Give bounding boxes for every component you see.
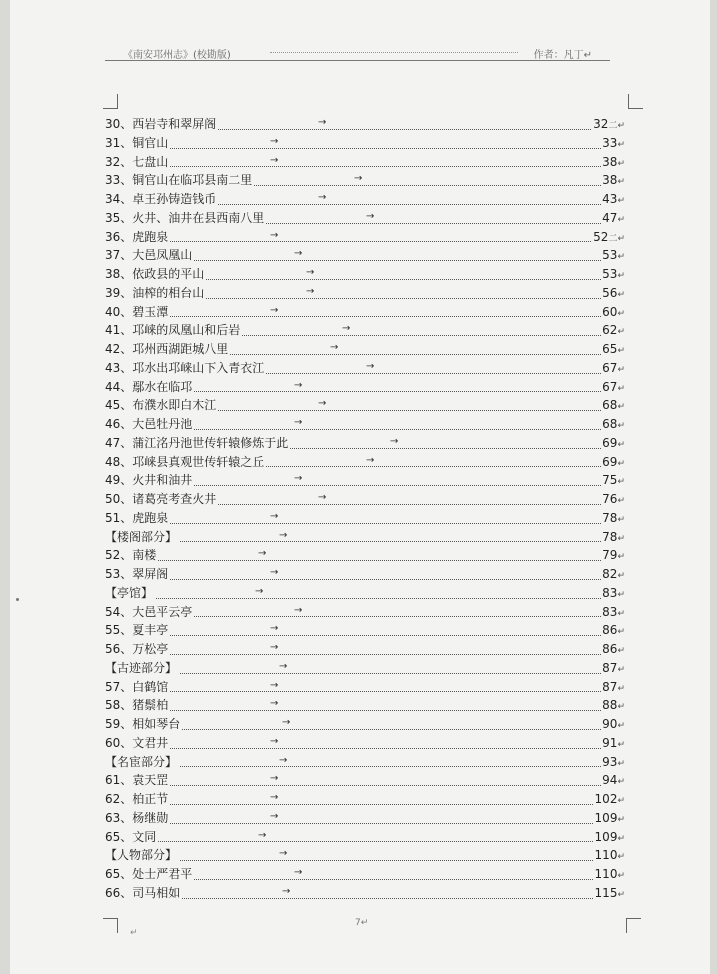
toc-dot-leader [111,523,611,524]
paragraph-mark: ↵ [617,664,625,675]
toc-page-number: 62 [602,323,618,338]
tab-arrow-icon: → [390,435,399,447]
toc-entry[interactable] [105,321,625,340]
toc-entry[interactable] [105,603,625,622]
toc-entry-page [592,115,625,136]
toc-entry-label: 65、处士严君平 [105,865,194,884]
toc-entry-label: 54、大邑平云亭 [105,603,194,622]
toc-entry[interactable] [105,640,625,659]
toc-dot-leader [111,823,611,824]
toc-dot-leader [111,635,611,636]
paragraph-mark: ↵ [617,758,625,769]
toc-dot-leader [111,654,611,655]
toc-entry[interactable] [105,246,625,265]
toc-entry-page [601,434,625,455]
paragraph-mark: ↵ [617,458,625,469]
toc-entry-label: 44、鄢水在临邛 [105,378,194,397]
toc-entry[interactable] [105,753,625,772]
toc-entry[interactable] [105,265,625,284]
toc-page-number: 87 [602,660,618,675]
toc-page-number: 115 [594,885,618,900]
toc-dot-leader [111,316,611,317]
toc-page-number: 109 [594,810,618,825]
toc-page-number: 67 [602,360,618,375]
paragraph-mark: ↵ [617,402,625,413]
toc-page-number: 53 [602,248,618,263]
toc-page-number: 52 [593,229,609,244]
toc-page-number: 67 [602,379,618,394]
toc-entry[interactable] [105,153,625,172]
toc-entry-page [601,284,625,305]
toc-dot-leader [111,241,611,242]
toc-entry-label: 52、南楼 [105,546,158,565]
toc-entry[interactable] [105,696,625,715]
toc-entry-label: 33、铜官山在临邛县南二里 [105,171,254,190]
toc-entry-label: 66、司马相如 [105,884,182,903]
toc-page-number: 91 [602,735,618,750]
toc-entry-page [594,846,625,867]
paragraph-mark: ↵ [617,852,625,863]
toc-entry-label: 31、铜官山 [105,134,170,153]
paragraph-mark: ↵ [617,552,625,563]
tab-arrow-icon: → [258,829,267,841]
paragraph-mark: ↵ [617,271,625,281]
toc-entry[interactable] [105,378,625,397]
tab-arrow-icon: → [318,117,327,128]
paragraph-mark: ↵ [617,608,625,619]
tab-arrow-icon: → [270,135,279,147]
toc-dot-leader [111,148,611,149]
paragraph-mark: ↵ [617,214,625,225]
toc-entry-page [601,490,625,511]
toc-entry[interactable] [105,678,625,697]
toc-page-number: 79 [602,548,618,563]
toc-page-number: 68 [602,417,618,431]
tab-arrow-icon: → [270,304,279,316]
tab-arrow-icon: → [270,735,279,747]
paragraph-mark: ↵ [617,308,625,319]
paragraph-mark: ↵ [617,327,625,338]
toc-entry-page [601,303,625,324]
toc-dot-leader [111,673,611,674]
toc-entry[interactable] [105,584,625,603]
toc-entry-label: 34、卓王孙铸造钱币 [105,190,218,209]
toc-entry-label: 47、蒲江洺丹池世传轩辕修炼于此 [105,434,290,453]
toc-entry[interactable] [105,865,625,884]
toc-entry-label: 【楼阁部分】 [105,528,179,547]
tab-arrow-icon: → [366,454,375,466]
toc-entry[interactable] [105,115,625,134]
toc-page-number: 60 [602,304,618,319]
toc-page-number: 38 [602,173,618,188]
toc-dot-leader [111,785,611,786]
toc-entry-page [601,565,625,586]
toc-entry-page [601,584,625,605]
toc-page-number: 78 [602,529,618,544]
toc-entry-page [601,378,625,399]
paragraph-mark: ↵ [617,421,625,431]
toc-page-number: 82 [602,567,618,581]
toc-entry[interactable] [105,228,625,247]
page-header [105,44,610,61]
paragraph-mark: ↵ [617,252,625,263]
toc-entry-page [601,396,625,417]
toc-entry-page [601,190,625,211]
paragraph-mark: ↵ [617,514,625,525]
toc-entry-page [601,528,625,549]
toc-entry-page [601,753,625,774]
toc-dot-leader [111,729,611,730]
toc-entry[interactable] [105,715,625,734]
toc-dot-leader [111,766,611,767]
toc-page-number: 53 [602,267,618,281]
tab-arrow-icon: → [342,323,351,335]
toc-page-number: 68 [602,398,618,413]
toc-entry-page [601,265,625,286]
toc-page-number: 88 [602,698,618,713]
toc-page-number: 32 [593,117,609,131]
toc-entry[interactable] [105,565,625,584]
toc-entry-label: 65、文同 [105,828,158,847]
tab-arrow-icon: → [270,773,279,785]
toc-entry[interactable] [105,134,625,153]
toc-entry[interactable] [105,340,625,359]
paragraph-mark: 二↵ [608,233,625,244]
header-author: 作者：凡丁↵ [533,50,592,61]
toc-entry-label: 39、油榨的相台山 [105,284,206,303]
paragraph-mark: ↵ [617,777,625,788]
toc-entry-label: 48、邛崃县真观世传轩辕之丘 [105,453,266,472]
toc-entry-page [601,715,625,736]
toc-entry[interactable] [105,209,625,228]
toc-entry-page [592,228,625,249]
toc-page-number: 83 [602,585,618,600]
toc-entry-label: 53、翠屏阁 [105,565,170,584]
toc-page-number: 75 [602,473,618,488]
toc-entry-label: 55、夏丰亭 [105,621,170,640]
toc-entry-label: 【名宦部分】 [105,753,179,772]
toc-entry-page [601,359,625,380]
tab-arrow-icon: → [270,698,279,710]
tab-arrow-icon: → [282,717,291,728]
tab-arrow-icon: → [282,885,291,897]
toc-entry-page [601,603,625,624]
scan-dot [16,598,19,601]
toc-entry-label: 51、虎跑泉 [105,509,170,528]
toc-entry-label: 59、相如琴台 [105,715,182,734]
toc-entry-page [594,809,625,830]
toc-entry-label: 57、白鹤馆 [105,678,170,697]
toc-entry-page [601,678,625,699]
toc-page-number: 94 [602,773,618,788]
tab-arrow-icon: → [279,660,288,672]
toc-entry-page [601,771,625,792]
tab-arrow-icon: → [279,848,288,860]
toc-entry[interactable] [105,190,625,209]
paragraph-mark: ↵ [617,796,625,806]
toc-entry-label: 36、虎跑泉 [105,228,170,247]
paragraph-mark: ↵ [617,177,625,188]
toc-entry-page [601,621,625,642]
toc-entry-label: 32、七盘山 [105,153,170,172]
tab-arrow-icon: → [294,604,303,616]
paragraph-mark: ↵ [617,346,625,356]
toc-page-number: 56 [602,285,618,300]
toc-entry-label: 49、火井和油井 [105,471,194,490]
toc-entry-page [601,153,625,174]
tab-arrow-icon: → [318,492,327,503]
toc-dot-leader [111,860,611,861]
toc-entry-label: 35、火井、油井在县西南八里 [105,209,266,228]
toc-page-number: 110 [594,867,618,881]
toc-entry-label: 【古迹部分】 [105,659,179,678]
paragraph-mark: 二↵ [608,121,625,131]
tab-arrow-icon: → [294,248,303,260]
toc-entry-label: 58、猪鬃柏 [105,696,170,715]
paragraph-mark: ↵ [617,139,625,150]
toc-page-number: 78 [602,510,618,525]
toc-entry[interactable] [105,434,625,453]
toc-entry-label: 45、布濮水即白木江 [105,396,218,415]
toc-page-number: 69 [602,435,618,450]
toc-entry-label: 56、万松亭 [105,640,170,659]
toc-entry-label: 【亭馆】 [105,584,155,603]
toc-entry-page [594,790,625,811]
paragraph-mark: ↵ [617,589,625,600]
tab-arrow-icon: → [258,548,267,560]
toc-entry-page [601,659,625,680]
toc-entry-page [601,734,625,755]
toc-entry-page [601,546,625,567]
tab-arrow-icon: → [279,529,288,541]
tab-arrow-icon: → [330,342,339,353]
toc-entry[interactable] [105,453,625,472]
paragraph-mark: ↵ [617,683,625,694]
toc-entry[interactable] [105,734,625,753]
crop-mark-top-left [103,94,118,109]
tab-arrow-icon: → [318,398,327,410]
paragraph-mark: ↵ [617,439,625,450]
paragraph-mark: ↵ [617,814,625,825]
toc-entry[interactable] [105,884,625,903]
tab-arrow-icon: → [318,192,327,203]
toc-entry[interactable] [105,171,625,190]
tab-arrow-icon: → [354,173,363,185]
tab-arrow-icon: → [270,792,279,803]
paragraph-mark: ↵ [617,833,625,844]
toc-dot-leader [111,804,611,805]
toc-entry[interactable] [105,771,625,790]
tab-arrow-icon: → [270,154,279,166]
paragraph-mark: ↵ [617,364,625,375]
paragraph-mark: ↵ [617,196,625,206]
toc-entry[interactable] [105,359,625,378]
toc-entry[interactable] [105,284,625,303]
paragraph-mark: ↵ [130,928,138,938]
toc-page-number: 110 [594,848,618,863]
toc-entry-page [601,640,625,661]
toc-entry-page [594,865,625,886]
tab-arrow-icon: → [294,417,303,428]
toc-entry-label: 41、邛崃的凤凰山和后岩 [105,321,242,340]
toc-page-number: 65 [602,342,618,356]
tab-arrow-icon: → [270,810,279,822]
toc-page-number: 86 [602,642,618,656]
toc-page-number: 47 [602,210,618,225]
toc-entry-page [601,209,625,230]
toc-page-number: 86 [602,623,618,638]
toc-page-number: 87 [602,679,618,694]
toc-entry-page [601,509,625,530]
toc-entry[interactable] [105,846,625,865]
toc-entry[interactable] [105,303,625,322]
tab-arrow-icon: → [270,567,279,578]
paragraph-mark: ↵ [617,702,625,713]
document-page [10,0,710,974]
toc-dot-leader [111,710,611,711]
toc-entry[interactable] [105,790,625,809]
toc-page-number: 90 [602,717,618,731]
paragraph-mark: ↵ [617,477,625,488]
toc-entry[interactable] [105,621,625,640]
tab-arrow-icon: → [270,623,279,635]
toc-entry-page [601,321,625,342]
toc-entry-label: 43、邛水出邛崃山下入青衣江 [105,359,266,378]
toc-entry-page [594,884,625,905]
toc-dot-leader [111,541,611,542]
paragraph-mark: ↵ [617,533,625,544]
toc-dot-leader [111,166,611,167]
tab-arrow-icon: → [366,210,375,222]
toc-entry-page [601,171,625,192]
toc-entry-page [601,453,625,474]
paragraph-mark: ↵ [617,871,625,881]
tab-arrow-icon: → [270,229,279,241]
toc-entry-label: 30、西岩寺和翠屏阁 [105,115,218,134]
toc-entry[interactable] [105,809,625,828]
paragraph-mark: ↵ [617,289,625,300]
toc-entry-page [601,340,625,361]
page-number: 7↵ [355,918,369,928]
toc-page-number: 43 [602,192,618,206]
paragraph-mark: ↵ [617,496,625,506]
toc-entry-page [601,471,625,492]
toc-dot-leader [111,579,611,580]
toc-dot-leader [111,691,611,692]
toc-entry-label: 62、柏正节 [105,790,170,809]
toc-entry-label: 【人物部分】 [105,846,179,865]
paragraph-mark: ↵ [617,646,625,656]
crop-mark-bottom-left [103,918,118,933]
toc-entry[interactable] [105,546,625,565]
toc-page-number: 109 [594,829,618,844]
crop-mark-bottom-right [626,918,641,933]
toc-entry-label: 38、依政县的平山 [105,265,206,284]
toc-entry-label: 37、大邑凤凰山 [105,246,194,265]
paragraph-mark: ↵ [617,571,625,581]
paragraph-mark: ↵ [617,158,625,169]
toc-entry-label: 50、诸葛亮考查火井 [105,490,218,509]
toc-dot-leader [111,841,611,842]
toc-entry[interactable] [105,490,625,509]
paragraph-mark: ↵ [617,383,625,394]
header-title: 《南安邛州志》(校勘版) [123,50,231,61]
tab-arrow-icon: → [306,285,315,297]
toc-entry[interactable] [105,659,625,678]
toc-entry-label: 63、杨继勋 [105,809,170,828]
toc-page-number: 93 [602,754,618,769]
paragraph-mark: ↵ [617,721,625,731]
toc-entry[interactable] [105,471,625,490]
tab-arrow-icon: → [294,379,303,391]
paragraph-mark: ↵ [617,889,625,900]
tab-arrow-icon: → [279,754,288,766]
toc-entry-page [601,696,625,717]
toc-page-number: 33 [602,135,618,150]
toc-entry[interactable] [105,415,625,434]
tab-arrow-icon: → [294,867,303,878]
toc-entry-page [601,134,625,155]
tab-arrow-icon: → [366,360,375,372]
toc-page-number: 76 [602,492,618,506]
toc-entry-label: 60、文君井 [105,734,170,753]
tab-arrow-icon: → [270,642,279,653]
tab-arrow-icon: → [270,510,279,522]
table-of-contents [105,115,625,903]
toc-entry[interactable] [105,528,625,547]
paragraph-mark: ↵ [617,739,625,750]
toc-entry-page [601,246,625,267]
toc-entry-page [601,415,625,436]
toc-entry-label: 61、袁天罡 [105,771,170,790]
tab-arrow-icon: → [255,585,264,597]
crop-mark-top-right [628,94,643,109]
toc-page-number: 102 [594,792,618,806]
toc-entry-label: 40、碧玉潭 [105,303,170,322]
toc-dot-leader [111,598,611,599]
toc-entry[interactable] [105,828,625,847]
toc-dot-leader [111,560,611,561]
toc-page-number: 83 [602,604,618,619]
tab-arrow-icon: → [270,679,279,691]
toc-dot-leader [111,748,611,749]
toc-entry[interactable] [105,396,625,415]
header-dotted-leader [270,52,518,53]
toc-entry-label: 46、大邑牡丹池 [105,415,194,434]
toc-dot-leader [111,898,611,899]
toc-entry-page [594,828,625,849]
toc-page-number: 69 [602,454,618,469]
tab-arrow-icon: → [306,267,315,278]
toc-entry[interactable] [105,509,625,528]
paragraph-mark: ↵ [617,627,625,638]
toc-entry-label: 42、邛州西湖距城八里 [105,340,230,359]
toc-page-number: 38 [602,154,618,169]
tab-arrow-icon: → [294,473,303,485]
